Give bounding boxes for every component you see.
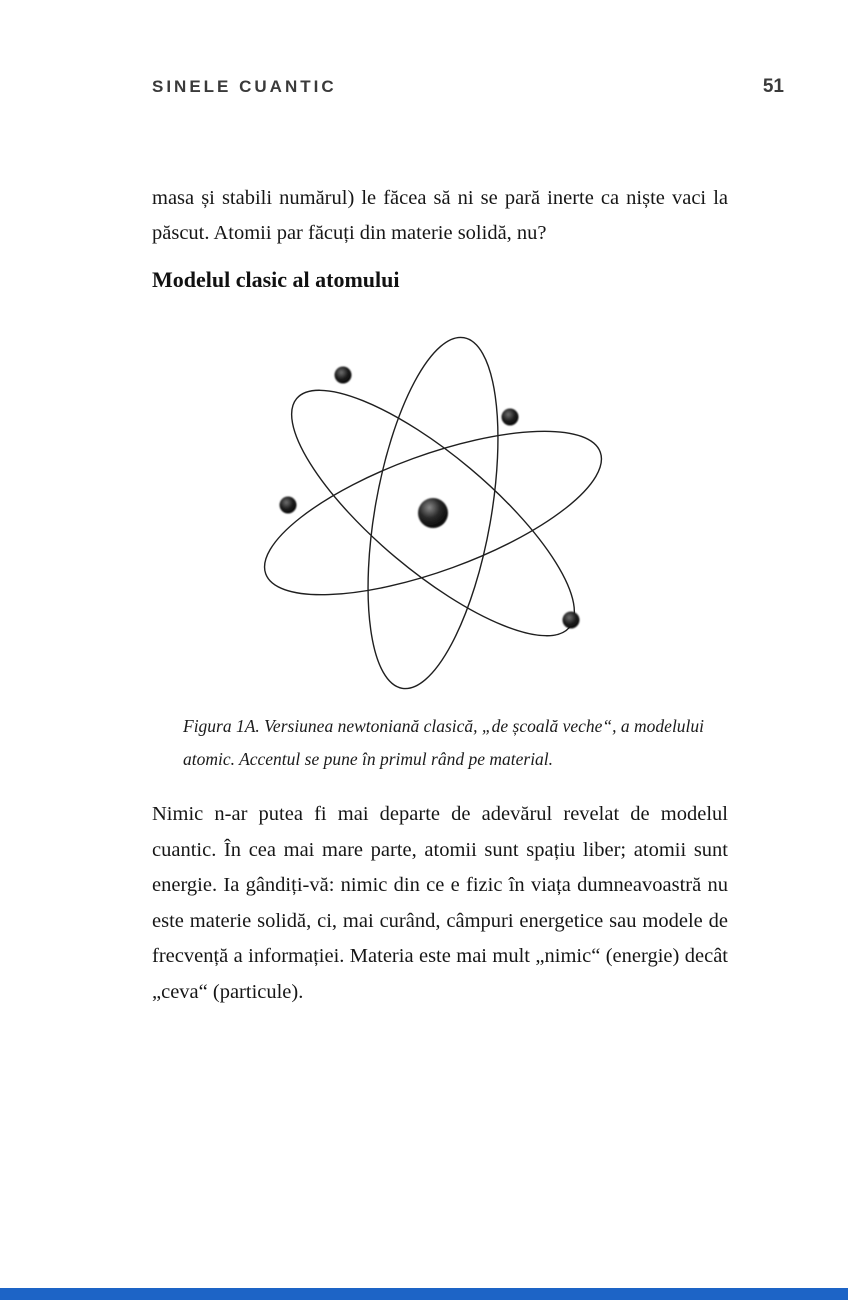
- atom-diagram: [250, 336, 628, 696]
- electron-3: [280, 497, 297, 514]
- body-paragraph-1: masa și stabili numărul) le făcea să ni se pară inerte ca niște vaci la păscut. Atomii par făcuți din materie solidă, nu?: [152, 187, 728, 244]
- body-paragraph-2: Nimic n-ar putea fi mai departe de adevărul revelat de modelul cuantic. În cea mai mare parte, atomii sunt spațiu liber; atomii sunt energie. Ia gândiți-vă: nimic din ce e fizic în viața dumneavoastră nu este materie solidă, ci, mai curând, câmpuri energetice sau modele de frecvență a informației. Materia este mai mult „nimic“ (energie) decât „ceva“ (particule).: [152, 803, 728, 1003]
- nucleus: [418, 498, 448, 528]
- electrons: [280, 367, 580, 629]
- electron-2: [502, 409, 519, 426]
- section-heading: Modelul clasic al atomului: [152, 267, 400, 292]
- electron-4: [563, 612, 580, 629]
- running-header-title: SINELE CUANTIC: [152, 77, 337, 96]
- page-number: 51: [762, 76, 784, 97]
- electron-1: [335, 367, 352, 384]
- bottom-blue-bar: [0, 1288, 848, 1300]
- page-header: [152, 76, 784, 98]
- figure-caption: Figura 1A. Versiunea newtoniană clasică, „de școală veche“, a modelului atomic. Accentul se pune în primul rând pe material.: [183, 716, 705, 769]
- atom-figure: [250, 336, 628, 701]
